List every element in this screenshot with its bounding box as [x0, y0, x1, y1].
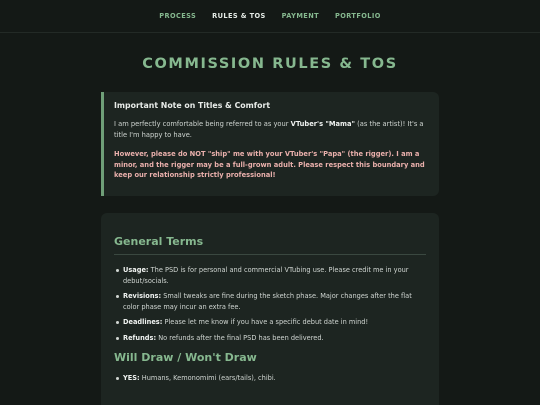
term-text: No refunds after the final PSD has been delivered.	[156, 333, 324, 342]
note-text-c: (as the artist)! It's a title I'm happy to have.	[114, 120, 424, 139]
nav-process[interactable]: PROCESS	[159, 12, 197, 20]
will-draw-title: Will Draw / Won't Draw	[114, 351, 257, 364]
term-refunds	[114, 333, 426, 344]
important-note-card	[101, 92, 439, 196]
term-label: Revisions:	[123, 292, 162, 300]
term-usage	[114, 265, 426, 286]
note-paragraph	[114, 119, 429, 140]
top-nav	[0, 0, 540, 33]
term-deadlines	[114, 317, 426, 328]
general-terms-title: General Terms	[114, 235, 426, 255]
nav-rules-tos[interactable]: RULES & TOS	[212, 12, 266, 20]
nav-payment[interactable]: PAYMENT	[281, 12, 320, 20]
term-revisions	[114, 291, 426, 312]
term-label: Deadlines:	[123, 318, 163, 326]
nav-portfolio[interactable]: PORTFOLIO	[335, 12, 381, 20]
terms-card	[101, 213, 439, 405]
will-draw-list	[114, 373, 426, 384]
page-title: COMMISSION RULES & TOS	[142, 56, 398, 72]
term-text: The PSD is for personal and commercial VTubing use. Please credit me in your debut/socials.	[123, 266, 409, 285]
note-text-emphasis: VTuber's "Mama"	[290, 120, 355, 128]
general-terms-list	[114, 265, 426, 343]
term-label: Refunds:	[123, 333, 157, 342]
term-label: Usage:	[123, 266, 149, 274]
term-text: Please let me know if you have a specific debut date in mind!	[162, 318, 369, 326]
note-text-a: I am perfectly comfortable being referred to as your	[114, 120, 291, 128]
draw-yes	[114, 373, 426, 384]
note-warning: However, please do NOT "ship" me with your VTuber's "Papa" (the rigger). I am a minor, and the rigger may be a full-grown adult. Please respect this boundary and keep our relationship strictly professional!	[114, 150, 425, 179]
note-heading: Important Note on Titles & Comfort	[114, 101, 271, 110]
term-text: Small tweaks are fine during the sketch phase. Major changes after the flat color phase may incur an extra fee.	[123, 292, 412, 311]
term-label: YES:	[123, 374, 140, 382]
term-text: Humans, Kemonomimi (ears/tails), chibi.	[139, 374, 276, 382]
